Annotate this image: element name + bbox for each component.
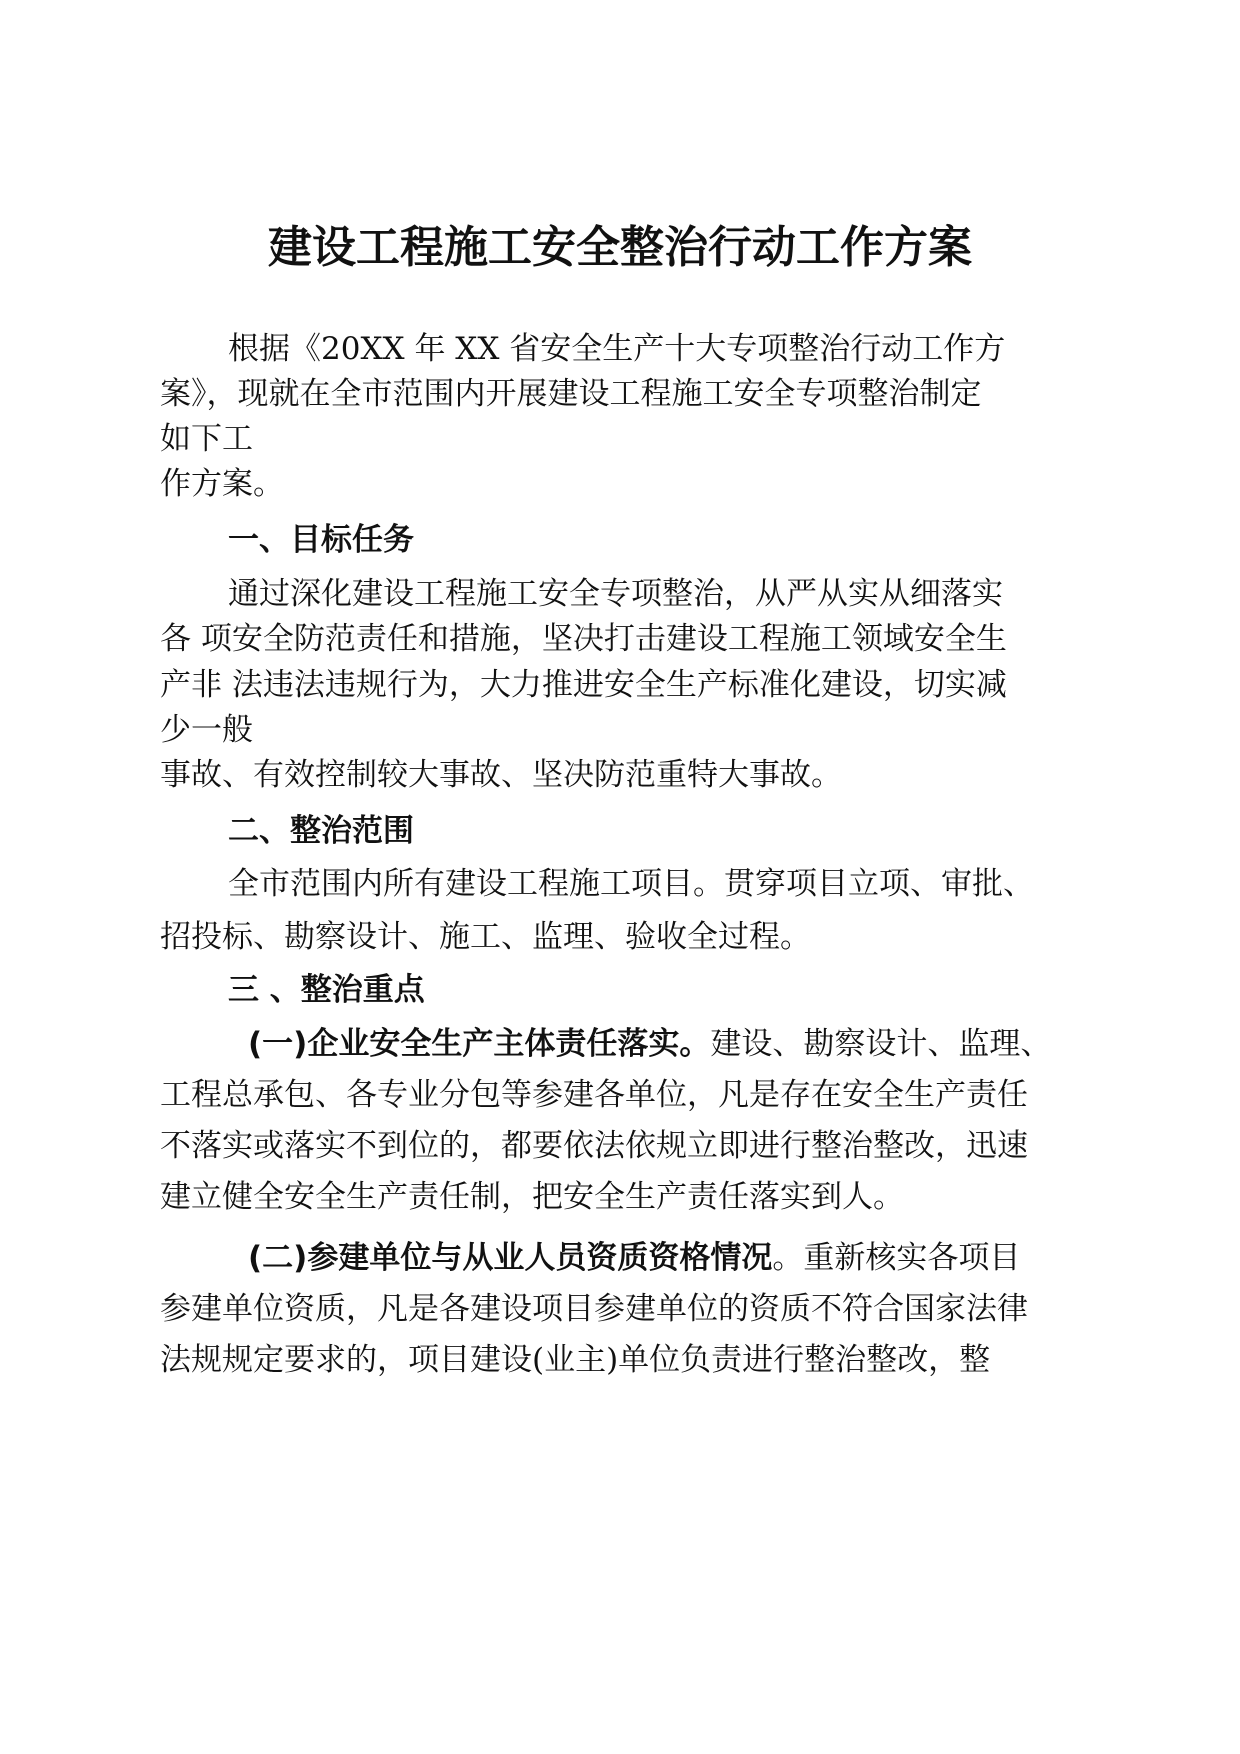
item2-lead: (二)参建单位与从业人员资质资格情况 [248,1240,773,1276]
section1-line-3: 产非 法违法违规行为，大力推进安全生产标准化建设，切实减 [160,667,1007,703]
section1-line-2: 各 项安全防范责任和措施，坚决打击建设工程施工领域安全生 [160,621,1007,657]
intro-line-2: 案》，现就在全市范围内开展建设工程施工安全专项整治制定 [160,376,982,412]
section3-item1-line-4: 建立健全安全生产责任制，把安全生产责任落实到人。 [160,1179,904,1215]
item2-line1-rest: 。重新核实各项目 [772,1240,1021,1276]
section-heading-scope: 二、整治范围 [228,813,414,849]
intro-line-1: 根据《20XX 年 XX 省安全生产十大专项整治行动工作方 [228,331,1006,367]
section1-line-1: 通过深化建设工程施工安全专项整治，从严从实从细落实 [228,576,1003,612]
section3-item1-line-1 [248,1022,1051,1066]
section3-item1-line-3: 不落实或落实不到位的，都要依法依规立即进行整治整改，迅速 [160,1128,1028,1164]
section3-item2-line-3: 法规规定要求的，项目建设(业主)单位负责进行整治整改，整 [160,1342,991,1378]
document-title: 建设工程施工安全整治行动工作方案 [268,222,972,273]
section2-line-2: 招投标、勘察设计、施工、监理、验收全过程。 [160,919,811,955]
section-heading-focus: 三 、整治重点 [228,972,425,1008]
section3-item2-line-1 [248,1236,1020,1280]
intro-line-3: 如下工 [160,421,253,457]
section-heading-goals: 一、目标任务 [228,522,414,558]
section3-item1-line-2: 工程总承包、各专业分包等参建各单位，凡是存在安全生产责任 [160,1077,1028,1113]
section3-item2-line-2: 参建单位资质，凡是各建设项目参建单位的资质不符合国家法律 [160,1291,1028,1327]
item1-lead: (一)企业安全生产主体责任落实。 [248,1026,711,1062]
section1-line-5: 事故、有效控制较大事故、坚决防范重特大事故。 [160,757,842,793]
intro-line-4: 作方案。 [160,466,284,502]
item1-line1-rest: 建设、勘察设计、监理、 [710,1026,1052,1062]
section1-line-4: 少一般 [160,712,253,748]
section2-line-1: 全市范围内所有建设工程施工项目。贯穿项目立项、审批、 [228,866,1034,902]
